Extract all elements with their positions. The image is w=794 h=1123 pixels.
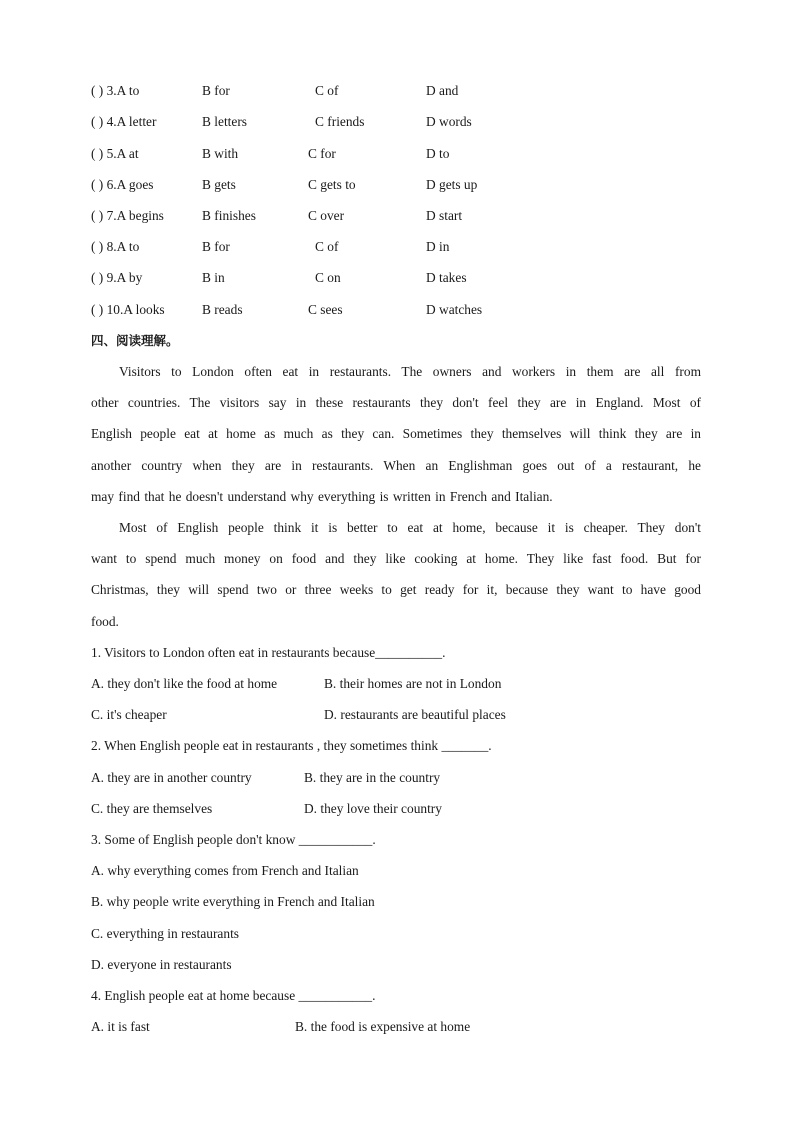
- choice-d: D to: [426, 146, 450, 161]
- choice-b: B for: [202, 83, 230, 98]
- choice-a: ( ) 5.A at: [91, 146, 139, 161]
- choice-b: B with: [202, 146, 239, 161]
- option-a: A. they are in another country: [91, 770, 252, 785]
- choice-c: C sees: [308, 302, 343, 317]
- option-c: C. it's cheaper: [91, 707, 167, 722]
- passage-line: Most of English people think it is better to eat at home, because it is cheaper. They don't: [119, 520, 701, 535]
- choice-c: C gets to: [308, 177, 356, 192]
- option-b: B. their homes are not in London: [324, 676, 502, 691]
- option-b: B. why people write everything in French and Italian: [91, 894, 375, 909]
- option-a: A. why everything comes from French and Italian: [91, 863, 359, 878]
- option-a: A. they don't like the food at home: [91, 676, 278, 691]
- choice-b: B for: [202, 239, 230, 254]
- choice-c: C for: [308, 146, 336, 161]
- choice-b: B letters: [202, 114, 247, 129]
- passage-line: Christmas, they will spend two or three weeks to get ready for it, because they want to have good: [91, 582, 701, 597]
- choice-a: ( ) 4.A letter: [91, 114, 157, 129]
- option-d: D. everyone in restaurants: [91, 957, 232, 972]
- choice-a: ( ) 6.A goes: [91, 177, 154, 192]
- choice-c: C on: [315, 270, 341, 285]
- choice-b: B gets: [202, 177, 236, 192]
- option-d: D. they love their country: [304, 801, 442, 816]
- passage-line: Visitors to London often eat in restaurants. The owners and workers in them are all from: [119, 364, 701, 379]
- section-heading: 四、阅读理解。: [91, 333, 179, 348]
- choice-c: C friends: [315, 114, 365, 129]
- passage-line: want to spend much money on food and they like cooking at home. They like fast food. But for: [91, 551, 701, 566]
- choice-c: C over: [308, 208, 345, 223]
- choice-c: C of: [315, 83, 339, 98]
- passage-line: another country when they are in restaurants. When an Englishman goes out of a restaurant, he: [91, 458, 701, 473]
- choice-d: D gets up: [426, 177, 478, 192]
- question-3: 3. Some of English people don't know ___________.: [91, 832, 376, 847]
- question-2: 2. When English people eat in restaurants , they sometimes think _______.: [91, 738, 492, 753]
- passage-line: other countries. The visitors say in these restaurants they don't feel they are in England. Most of: [91, 395, 701, 410]
- choice-d: D watches: [426, 302, 483, 317]
- question-4: 4. English people eat at home because ___________.: [91, 988, 376, 1003]
- choice-a: ( ) 8.A to: [91, 239, 140, 254]
- option-a: A. it is fast: [91, 1019, 150, 1034]
- choice-a: ( ) 3.A to: [91, 83, 140, 98]
- option-b: B. they are in the country: [304, 770, 441, 785]
- choice-d: D takes: [426, 270, 467, 285]
- choice-a: ( ) 7.A begins: [91, 208, 164, 223]
- choice-b: B reads: [202, 302, 243, 317]
- choice-c: C of: [315, 239, 339, 254]
- choice-d: D words: [426, 114, 472, 129]
- passage-line: may find that he doesn't understand why everything is written in French and Italian.: [91, 489, 553, 504]
- choice-b: B in: [202, 270, 225, 285]
- option-c: C. everything in restaurants: [91, 926, 240, 941]
- choice-a: ( ) 10.A looks: [91, 302, 165, 317]
- question-1: 1. Visitors to London often eat in restaurants because__________.: [91, 645, 446, 660]
- option-b: B. the food is expensive at home: [295, 1019, 471, 1034]
- choice-d: D and: [426, 83, 459, 98]
- passage-line: English people eat at home as much as they can. Sometimes they themselves will think they are in: [91, 426, 701, 441]
- option-c: C. they are themselves: [91, 801, 213, 816]
- passage-line: food.: [91, 614, 119, 629]
- choice-d: D in: [426, 239, 450, 254]
- choice-b: B finishes: [202, 208, 256, 223]
- option-d: D. restaurants are beautiful places: [324, 707, 506, 722]
- choice-a: ( ) 9.A by: [91, 270, 143, 285]
- choice-d: D start: [426, 208, 463, 223]
